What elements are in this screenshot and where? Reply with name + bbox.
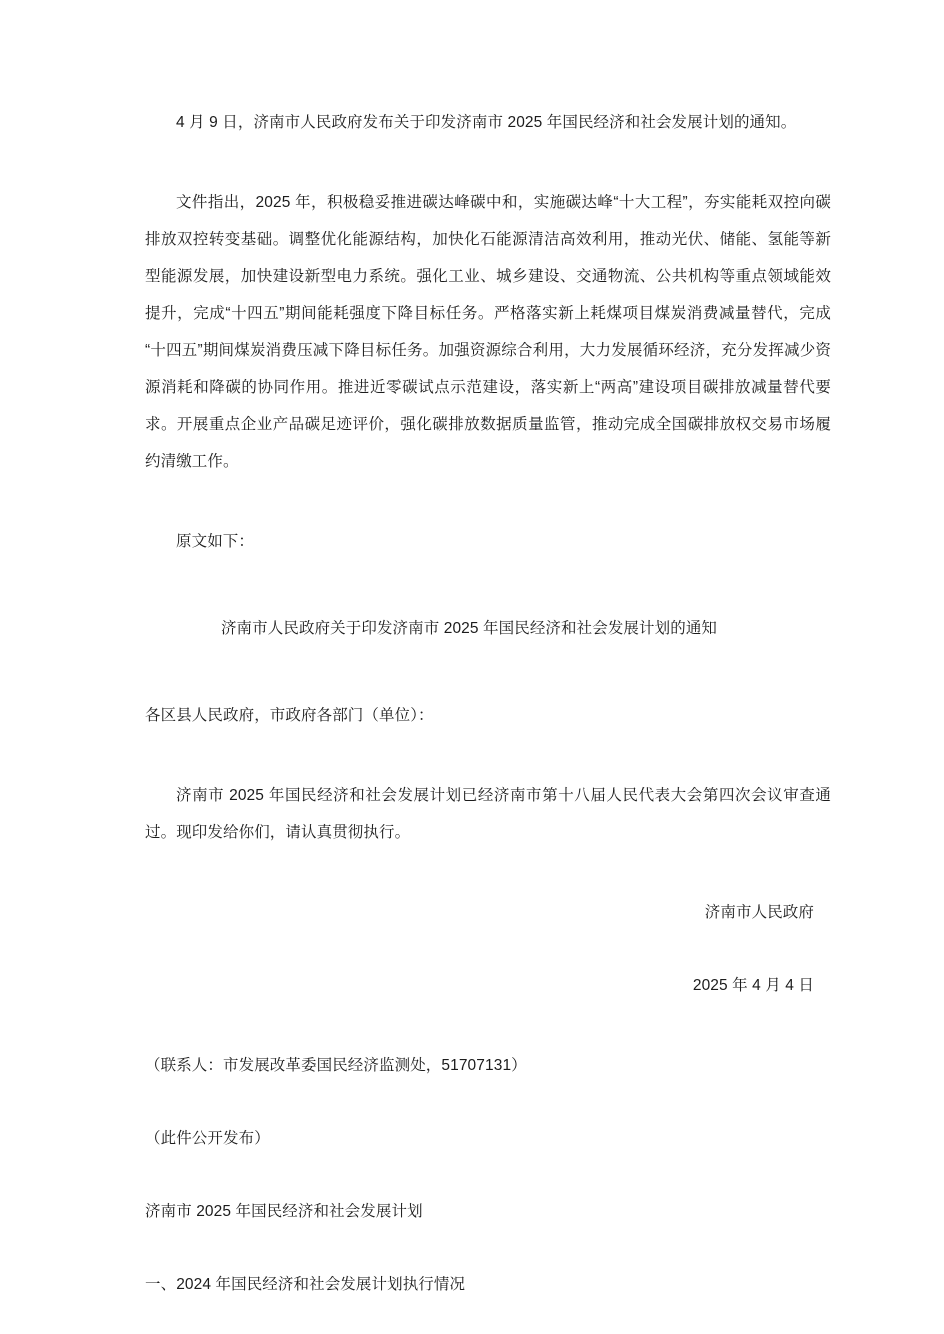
issue-date-line: 2025 年 4 月 4 日 bbox=[692, 977, 814, 994]
section-one-heading: 一、2024 年国民经济和社会发展计划执行情况 bbox=[145, 1276, 466, 1293]
spacer bbox=[145, 480, 831, 523]
spacer bbox=[145, 1004, 831, 1047]
spacer bbox=[145, 1157, 831, 1193]
spacer bbox=[145, 560, 831, 610]
issuer-line: 济南市人民政府 bbox=[704, 904, 814, 921]
spacer bbox=[145, 141, 831, 184]
spacer bbox=[145, 734, 831, 777]
spacer bbox=[145, 1230, 831, 1266]
original-text-label: 原文如下： bbox=[176, 533, 255, 550]
publication-note: （此件公开发布） bbox=[145, 1130, 270, 1147]
spacer bbox=[145, 1084, 831, 1120]
body-paragraph: 济南市 2025 年国民经济和社会发展计划已经济南市第十八届人民代表大会第四次会议审查通过。现印发给你们，请认真贯彻执行。 bbox=[145, 787, 831, 841]
spacer bbox=[145, 851, 831, 894]
summary-paragraph: 文件指出，2025 年，积极稳妥推进碳达峰碳中和，实施碳达峰“十大工程”，夯实能耗双控向碳排放双控转变基础。调整优化能源结构，加快化石能源清洁高效利用，推动光伏、储能、氢能等新型能源发展，加快建设新型电力系统。强化工业、城乡建设、交通物流、公共机构等重点领域能效提升，完成“十四五”期间能耗强度下降目标任务。严格落实新上耗煤项目煤炭消费减量替代，完成“十四五”期间煤炭消费压减下降目标任务。加强资源综合利用，大力发展循环经济，充分发挥减少资源消耗和降碳的协同作用。推进近零碳试点示范建设，落实新上“两高”建设项目碳排放减量替代要求。开展重点企业产品碳足迹评价，强化碳排放数据质量监管，推动完成全国碳排放权交易市场履约清缴工作。 bbox=[145, 194, 831, 470]
contact-line: （联系人：市发展改革委国民经济监测处，51707131） bbox=[145, 1057, 527, 1074]
plan-title: 济南市 2025 年国民经济和社会发展计划 bbox=[145, 1203, 423, 1220]
recipients-line: 各区县人民政府，市政府各部门（单位）： bbox=[145, 707, 434, 724]
lead-paragraph: 4 月 9 日，济南市人民政府发布关于印发济南市 2025 年国民经济和社会发展计划的通知。 bbox=[176, 114, 797, 131]
spacer bbox=[145, 931, 831, 967]
document-title: 济南市人民政府关于印发济南市 2025 年国民经济和社会发展计划的通知 bbox=[220, 620, 718, 637]
document-content bbox=[145, 104, 831, 1303]
spacer bbox=[145, 647, 831, 697]
